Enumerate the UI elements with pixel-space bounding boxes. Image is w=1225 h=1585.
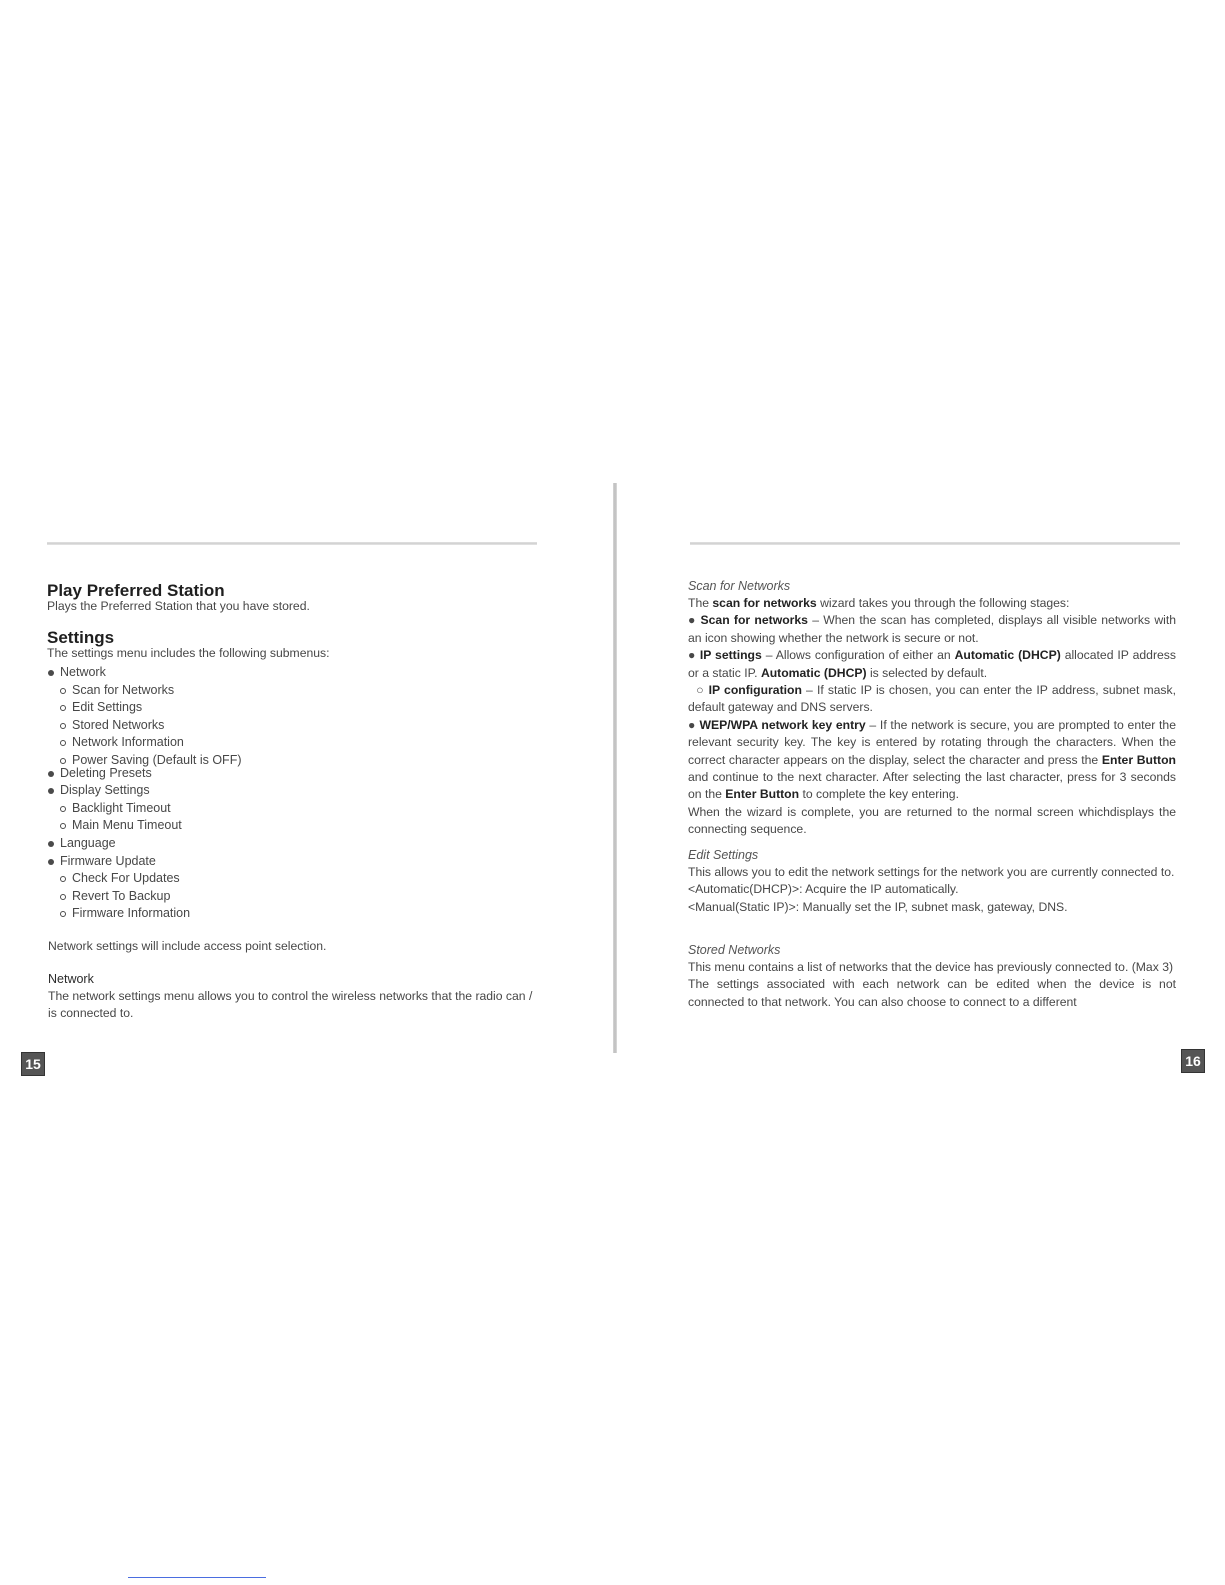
settings-section — [47, 628, 537, 662]
settings-submenu-list — [47, 664, 537, 923]
list-item: Power Saving (Default is OFF) — [47, 752, 537, 770]
list-item: Network Information — [47, 734, 537, 752]
scan-stage-3: ○ IP configuration – If static IP is chosen, you can enter the IP address, subnet mask, default gateway and DNS servers. — [688, 683, 1176, 715]
scan-stage-1: ● Scan for networks – When the scan has completed, displays all visible networks with an icon showing whether the network is secure or not. — [688, 613, 1176, 645]
section-heading: Network — [48, 972, 94, 986]
list-item: Stored Networks — [47, 717, 537, 735]
section-text: This allows you to edit the network settings for the network you are currently connected to. — [688, 865, 1175, 879]
list-item: Check For Updates — [47, 870, 537, 888]
edit-settings-section — [688, 847, 1176, 916]
link-underline[interactable] — [128, 1577, 266, 1578]
list-item: Network — [47, 664, 537, 682]
list-item: Display Settings — [47, 782, 537, 800]
page-number: 16 — [1181, 1049, 1205, 1073]
section-text: Plays the Preferred Station that you have stored. — [47, 599, 310, 613]
page-number: 15 — [21, 1052, 45, 1076]
list-item: Firmware Information — [47, 905, 537, 923]
section-text: This menu contains a list of networks that the device has previously connected to. (Max 3) — [688, 960, 1174, 974]
section-title: Play Preferred Station — [47, 581, 225, 600]
section-heading: Edit Settings — [688, 848, 759, 862]
list-item: Scan for Networks — [47, 682, 537, 700]
stored-networks-section — [688, 942, 1176, 1011]
edit-auto: <Automatic(DHCP)>: Acquire the IP automatically. — [688, 882, 959, 897]
section-text: The settings associated with each network can be edited when the device is not connected to that network. You can also choose to connect to a different — [688, 977, 1176, 1009]
scan-intro: The scan for networks wizard takes you through the following stages: — [688, 596, 1070, 610]
right-page — [620, 0, 1225, 1585]
header-rule — [47, 542, 537, 545]
list-item: Firmware Update — [47, 853, 537, 871]
scan-networks-section — [688, 578, 1176, 839]
play-preferred-section — [47, 581, 537, 615]
edit-manual: <Manual(Static IP)>: Manually set the IP, subnet mask, gateway, DNS. — [688, 899, 1068, 914]
network-section — [48, 971, 538, 1023]
settings-note: Network settings will include access point selection. — [48, 939, 327, 953]
section-title: Settings — [47, 628, 115, 647]
book-spine — [613, 483, 617, 1053]
left-page — [0, 0, 600, 1585]
list-item: Revert To Backup — [47, 888, 537, 906]
list-item: Deleting Presets — [47, 765, 537, 783]
scan-stage-2: ● IP settings – Allows configuration of either an Automatic (DHCP) allocated IP address or a static IP. Automatic (DHCP) is selected by default. — [688, 648, 1176, 680]
section-text: The network settings menu allows you to control the wireless networks that the radio can / is connected to. — [48, 989, 533, 1021]
list-item: Language — [47, 835, 537, 853]
section-heading: Stored Networks — [688, 943, 781, 957]
header-rule — [690, 542, 1180, 545]
scan-final: When the wizard is complete, you are returned to the normal screen whichdisplays the connecting sequence. — [688, 804, 1176, 837]
section-intro: The settings menu includes the following submenus: — [47, 646, 330, 660]
list-item: Edit Settings — [47, 699, 537, 717]
list-item: Main Menu Timeout — [47, 817, 537, 835]
section-heading: Scan for Networks — [688, 579, 791, 593]
scan-stage-4: ● WEP/WPA network key entry – If the network is secure, you are prompted to enter the relevant security key. The key is entered by rotating through the characters. When the correct character appears on the display, select the character and press the Enter Button and continue to the next character. After selecting the last character, press for 3 seconds on the Enter Button to complete the key entering. — [688, 717, 1176, 802]
list-item: Backlight Timeout — [47, 800, 537, 818]
